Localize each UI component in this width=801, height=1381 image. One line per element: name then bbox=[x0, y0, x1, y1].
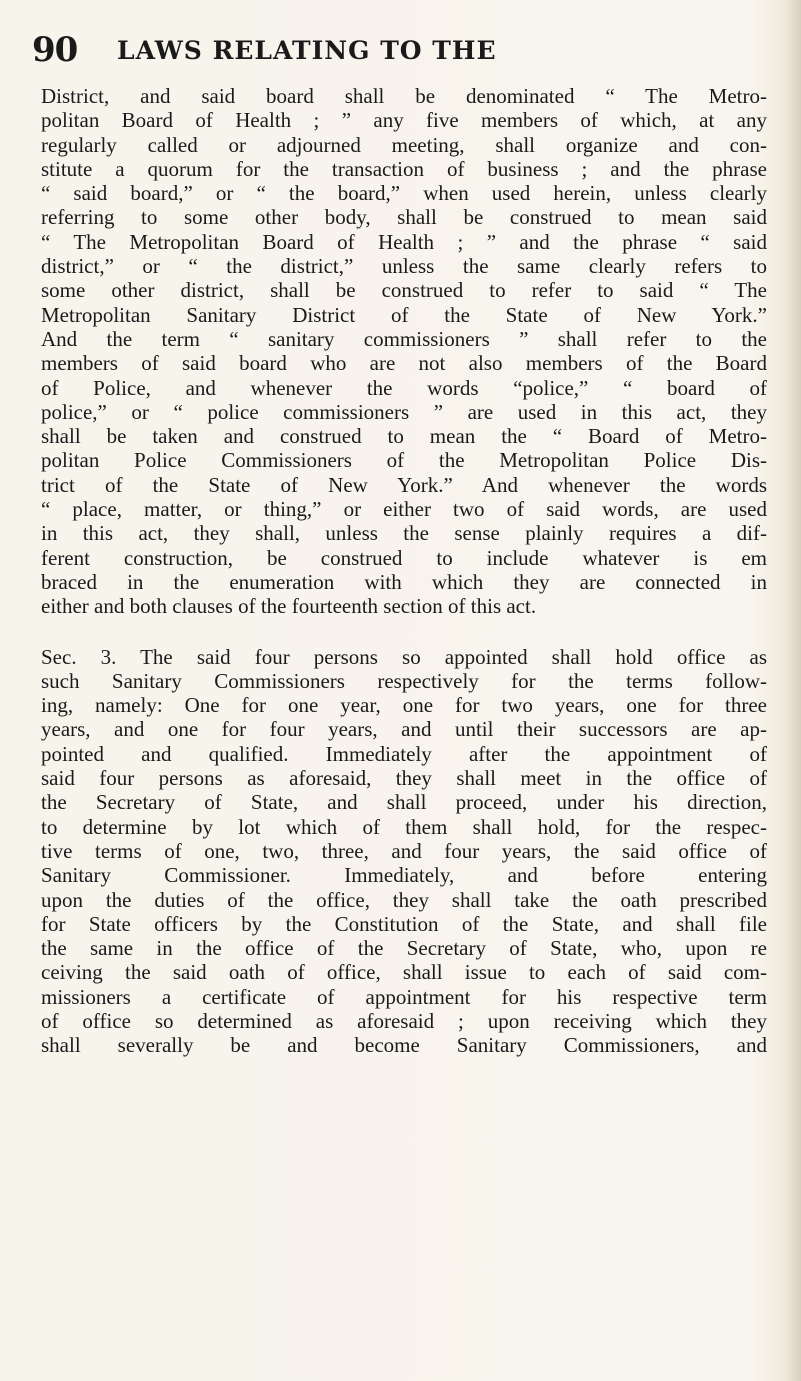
text-line: Metropolitan Sanitary District of the State of New York.” bbox=[41, 302, 767, 327]
text-line: upon the duties of the office, they shall take the oath prescribed bbox=[41, 887, 767, 912]
text-line: missioners a certificate of appointment for his respective term bbox=[41, 984, 767, 1009]
text-line: said four persons as aforesaid, they shall meet in the office of bbox=[41, 766, 767, 791]
text-line: “ The Metropolitan Board of Health ; ” and the phrase “ said bbox=[41, 229, 767, 254]
text-line: ing, namely: One for one year, one for two years, one for three bbox=[41, 693, 767, 718]
text-line: District, and said board shall be denominated “ The Metro- bbox=[41, 84, 767, 108]
text-line: some other district, shall be construed to refer to said “ The bbox=[41, 278, 767, 303]
text-line: ceiving the said oath of office, shall issue to each of said com- bbox=[41, 960, 767, 985]
text-line: “ said board,” or “ the board,” when used herein, unless clearly bbox=[41, 181, 767, 206]
text-line: stitute a quorum for the transaction of business ; and the phrase bbox=[41, 156, 767, 181]
text-line: for State officers by the Constitution of the State, and shall file bbox=[41, 911, 767, 936]
text-line: Sanitary Commissioner. Immediately, and before entering bbox=[41, 863, 767, 888]
text-line: police,” or “ police commissioners ” are used in this act, they bbox=[41, 399, 767, 424]
text-line: either and both clauses of the fourteenth section of this act. bbox=[41, 594, 537, 619]
text-line: ferent construction, be construed to include whatever is em bbox=[41, 545, 767, 570]
text-line: braced in the enumeration with which they are connected in bbox=[41, 569, 767, 594]
text-line: tive terms of one, two, three, and four years, the said office of bbox=[41, 838, 767, 863]
text-line: regularly called or adjourned meeting, shall organize and con- bbox=[41, 132, 767, 157]
text-line: of office so determined as aforesaid ; upon receiving which they bbox=[41, 1008, 767, 1033]
text-line: in this act, they shall, unless the sense plainly requires a dif- bbox=[41, 521, 767, 546]
text-line: pointed and qualified. Immediately after the appointment of bbox=[41, 741, 767, 766]
text-line: members of said board who are not also members of the Board bbox=[41, 351, 767, 376]
text-line: such Sanitary Commissioners respectively for the terms follow- bbox=[41, 668, 767, 693]
text-line: the Secretary of State, and shall proceed, under his direction, bbox=[41, 790, 767, 815]
page-header bbox=[32, 26, 772, 86]
text-line: Sec. 3. The said four persons so appointed shall hold office as bbox=[41, 644, 767, 669]
text-line: years, and one for four years, and until their successors are ap- bbox=[41, 717, 767, 742]
text-line: politan Police Commissioners of the Metropolitan Police Dis- bbox=[41, 448, 767, 473]
body-text bbox=[41, 84, 767, 1058]
text-line: referring to some other body, shall be construed to mean said bbox=[41, 205, 767, 230]
text-line: of Police, and whenever the words “police,” “ board of bbox=[41, 375, 767, 400]
text-line: shall be taken and construed to mean the “ Board of Metro- bbox=[41, 424, 767, 449]
text-line: trict of the State of New York.” And whenever the words bbox=[41, 472, 767, 497]
text-line: to determine by lot which of them shall hold, for the respec- bbox=[41, 814, 767, 839]
text-line: district,” or “ the district,” unless the same clearly refers to bbox=[41, 254, 767, 279]
text-line: And the term “ sanitary commissioners ” shall refer to the bbox=[41, 326, 767, 351]
text-line: “ place, matter, or thing,” or either two of said words, are used bbox=[41, 497, 767, 522]
text-line: shall severally be and become Sanitary Commissioners, and bbox=[41, 1033, 767, 1058]
paragraph-definitions bbox=[41, 84, 767, 619]
text-line: politan Board of Health ; ” any five members of which, at any bbox=[41, 108, 767, 133]
page-number: 90 bbox=[32, 30, 78, 70]
paragraph-gap bbox=[41, 619, 767, 645]
text-line: the same in the office of the Secretary of State, who, upon re bbox=[41, 936, 767, 961]
page-edge-shadow bbox=[785, 0, 801, 1381]
running-head: LAWS RELATING TO THE bbox=[117, 36, 497, 65]
paragraph-section-3 bbox=[41, 645, 767, 1058]
